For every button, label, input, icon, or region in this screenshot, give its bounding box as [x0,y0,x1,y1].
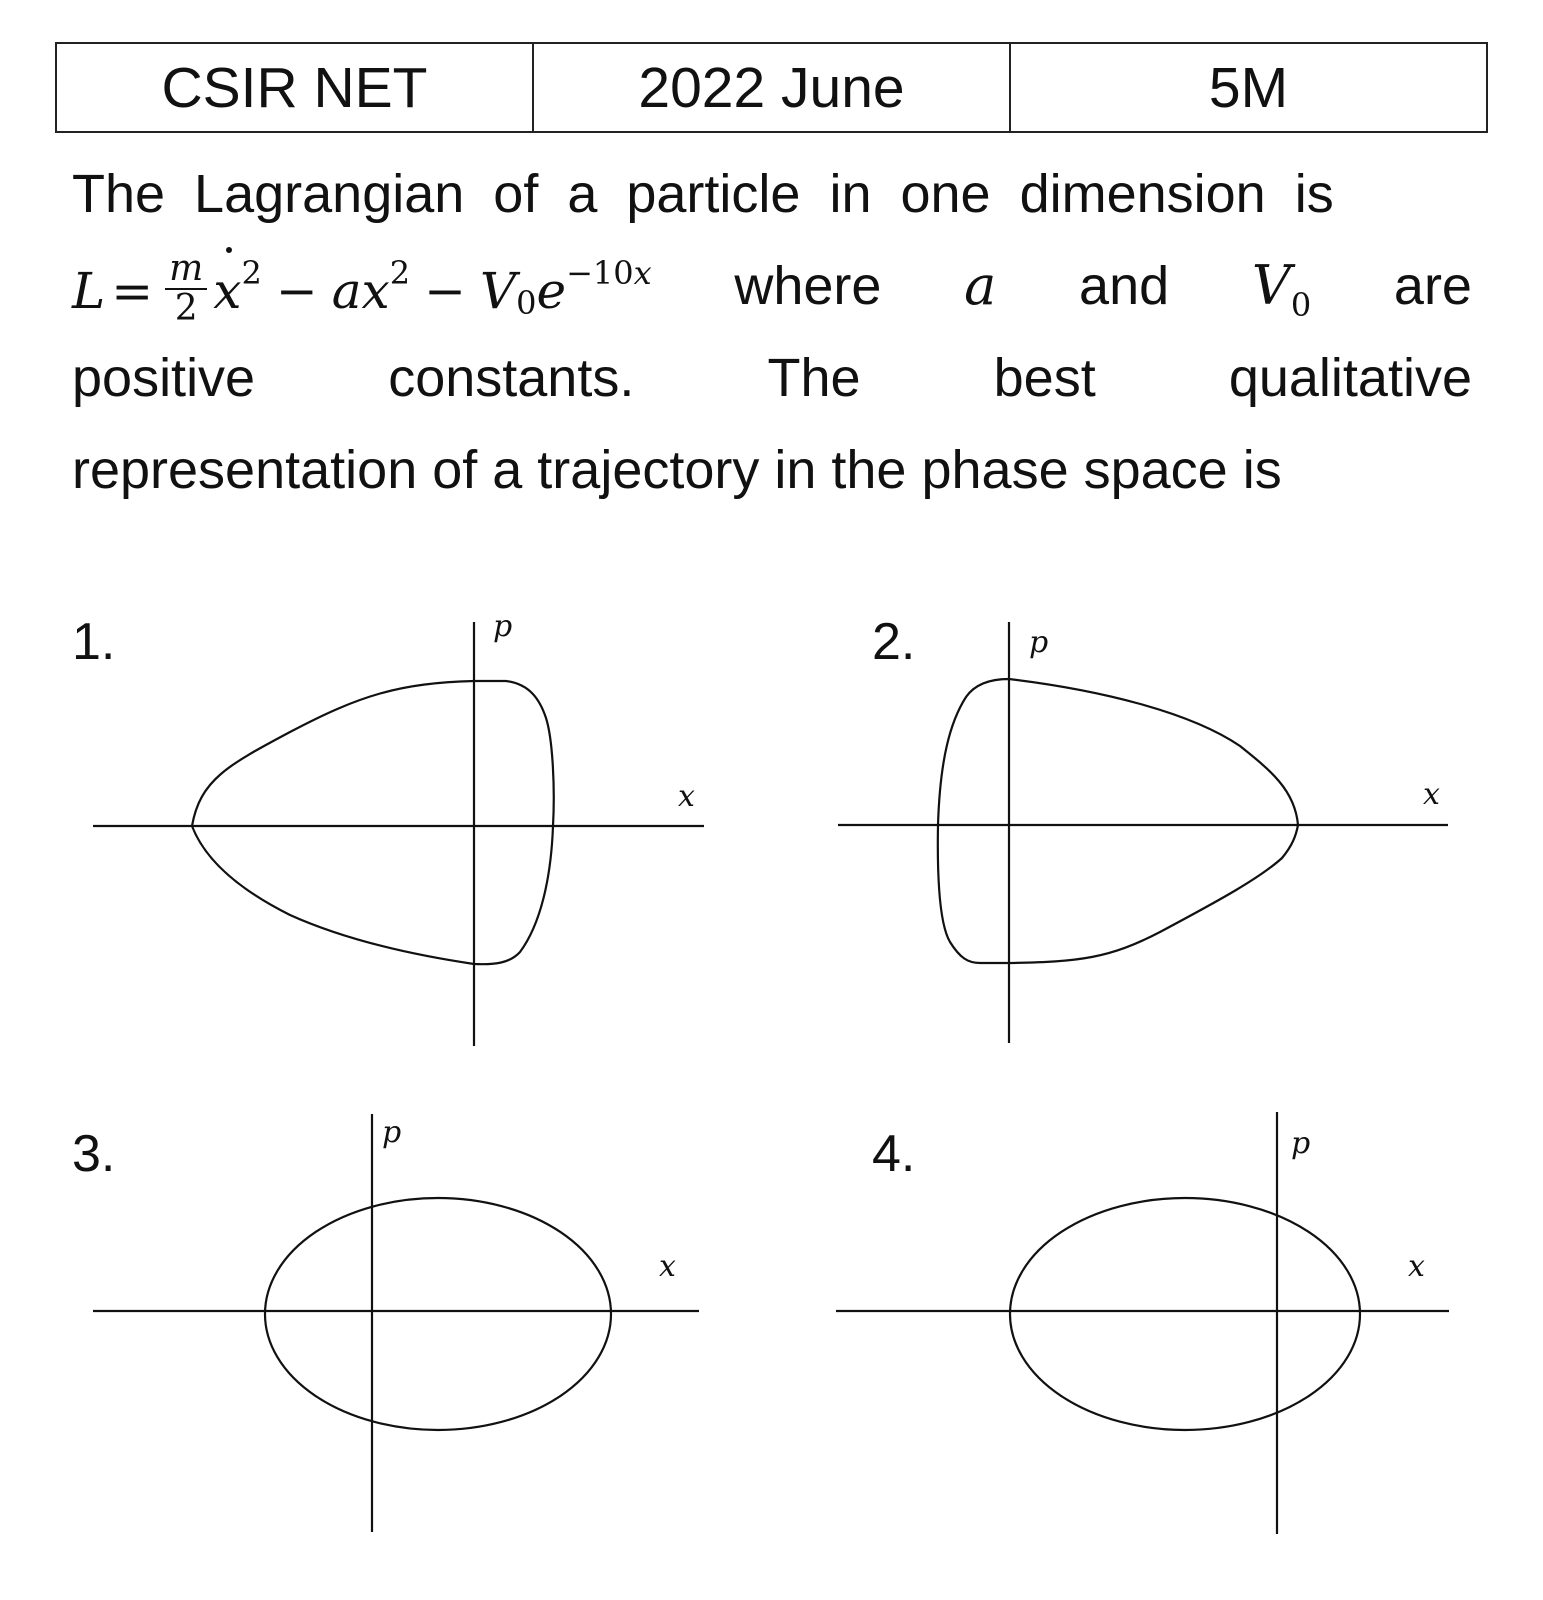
word-are: are [1393,256,1472,316]
option-4-p-label: p [1291,1126,1311,1161]
word-the: The [767,348,861,408]
formula-exponent: −10x [566,254,652,292]
formula-equals: = [111,262,154,320]
option-3-p-label: p [382,1115,402,1150]
word-best: best [993,348,1096,408]
formula-sub-0: 0 [516,284,537,322]
option-2-p-label: p [1029,625,1049,660]
session-cell: 2022 June [533,43,1010,132]
formula-minus-1: − [275,262,318,320]
formula-minus-2: − [424,262,466,320]
formula-ax: ax [331,262,390,320]
option-4-plot[interactable] [836,1112,1449,1534]
option-2-trajectory [938,679,1298,963]
option-1-number[interactable]: 1. [72,613,116,671]
option-3-number[interactable]: 3. [72,1125,116,1183]
option-3-trajectory [265,1198,611,1430]
option-4-trajectory [1010,1198,1360,1430]
option-2-number[interactable]: 2. [872,613,916,671]
option-1-trajectory [192,681,554,964]
var-a: a [964,254,997,317]
word-qualitative: qualitative [1228,348,1472,408]
option-4-number[interactable]: 4. [872,1125,916,1183]
formula-e: e [536,262,567,320]
formula-exp-2b: 2 [389,254,411,292]
option-3-plot[interactable] [93,1114,699,1532]
option-1-plot[interactable] [93,622,704,1046]
question-intro: The Lagrangian of a particle in one dimension is [72,164,1334,224]
word-where: where [734,256,882,316]
option-2-plot[interactable] [838,622,1448,1043]
formula-xdot: x [213,245,241,337]
question-end: representation of a trajectory in the phase space is [72,440,1282,500]
formula-lhs: L [72,262,106,320]
option-1-x-label: x [678,779,695,814]
exam-cell: CSIR NET [56,43,533,132]
word-constants: constants. [388,348,635,408]
fraction-denominator: 2 [174,288,198,329]
word-and: and [1079,256,1170,316]
fraction-numerator: m [165,250,207,290]
formula-V0: V [480,262,517,320]
option-2-x-label: x [1423,777,1440,812]
var-V0: $V_0$ [1251,254,1312,324]
option-1-p-label: p [493,609,513,644]
option-3-x-label: x [659,1249,676,1284]
word-positive: positive [72,348,256,408]
formula-exp-2a: 2 [241,254,262,292]
marks-cell: 5M [1010,43,1487,132]
option-4-x-label: x [1408,1249,1425,1284]
